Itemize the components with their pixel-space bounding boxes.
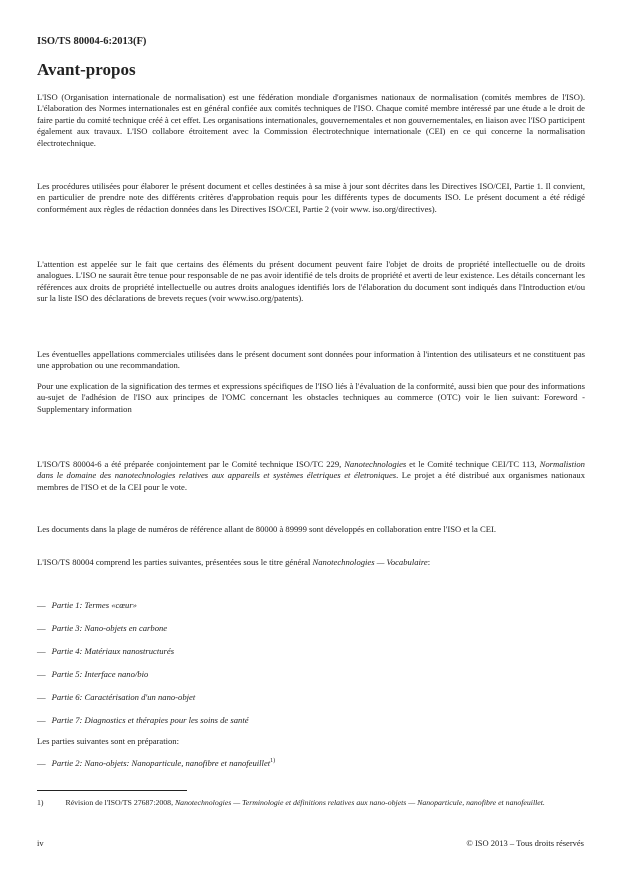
list-item-text: Partie 7: Diagnostics et thérapies pour les soins de santé [51,715,249,725]
dash: — [37,646,46,656]
paragraph-prepared-by [37,459,585,493]
dash: — [37,715,46,725]
list-item-text: Partie 4: Matériaux nanostructurés [51,646,175,656]
paragraph-conformity: Pour une explication de la signification des termes et expressions spécifiques de l'ISO liés à l'évaluation de la conformité, aussi bien que pour des informations au-sujet de l'adhésion de l'ISO aux principes de l'OMC concernant les obstacles techniques au commerce (OTC) voir le lien suivant: Foreword - Supplementary information [37,381,585,414]
list-item-text: Partie 5: Interface nano/bio [51,669,149,679]
list-item [37,669,148,679]
paragraph-trade-names: Les éventuelles appellations commerciales utilisées dans le présent document sont données pour information à l'intention des utilisateurs et ne constituent pas une approbation ou une recommandation. [37,349,585,371]
list-item-text: Partie 6: Caractérisation d'un nano-objet [51,692,196,702]
document-header: ISO/TS 80004-6:2013(F) [37,36,147,47]
paragraph-procedures: Les procédures utilisées pour élaborer le présent document et celles destinées à sa mise à jour sont décrites dans les Directives ISO/CEI, Partie 1. Il convient, en particulier de prendre note des différents critères d'approbation requis pour les différents types de documents ISO. Le présent document a été rédigé conformément aux règles de rédaction données dans les Directives ISO/CEI, Partie 2 (voir www. iso.org/directives). [37,181,585,214]
list-item-text: Partie 2: Nano-objets: Nanoparticule, nanofibre et nanofeuillet [51,758,271,768]
text: : [427,557,431,567]
page-number: iv [37,838,44,848]
list-item [37,715,249,725]
list-item-text: Partie 1: Termes «cœur» [51,600,137,610]
list-item [37,646,174,656]
paragraph-reference-range: Les documents dans la plage de numéros de référence allant de 80000 à 89999 sont développés en collaboration entre l'ISO et la CEI. [37,524,497,534]
footnote [37,798,585,809]
copyright: © ISO 2013 – Tous droits réservés [466,838,584,848]
paragraph-patents: L'attention est appelée sur le fait que certains des éléments du présent document peuvent faire l'objet de droits de propriété intellectuelle ou de droits analogues. L'ISO ne saurait être tenue pour responsable de ne pas avoir identifié de tels droits de propriété et averti de leur existence. Les détails concernant les références aux droits de propriété intellectuelle ou autres droits analogues identifiés lors de l'élaboration du document sont indiqués dans l'Introduction et/ou sur la liste ISO des déclarations de brevets reçues (voir www.iso.org/patents). [37,259,585,304]
footnote-reference[interactable]: 1) [270,758,276,765]
text: Nanotechnologies — Vocabulaire [312,557,428,567]
text: et le Comité technique CEI/TC 113, [406,459,540,469]
page-title: Avant-propos [37,60,136,79]
text: L'ISO/TS 80004 comprend les parties suivantes, présentées sous le titre général [37,557,313,567]
list-item [37,600,137,610]
list-item [37,758,275,768]
text: . Le projet a été distribué aux organismes nationaux membres de l'ISO et de la CEI pour le vote. [37,470,585,492]
text: Normalistion dans le domaine des nanotechnologies relatives aux appareils et systèmes életriques et életroniques [37,459,585,481]
dash: — [37,669,46,679]
paragraph-iso-intro: L'ISO (Organisation internationale de normalisation) est une fédération mondiale d'organismes nationaux de normalisation (comités membres de l'ISO). L'élaboration des Normes internationales est en général confiée aux comités techniques de l'ISO. Chaque comité membre intéressé par une étude a le droit de faire partie du comité technique créé à cet effet. Les organisations internationales, gouvernementales et non gouvernementales, en liaison avec l'ISO participent également aux travaux. L'ISO collabore étroitement avec la Commission électrotechnique internationale (CEI) en ce qui concerne la normalisation électrotechnique. [37,92,585,148]
text: Nanotechnologies — Terminologie et définitions relatives aux nano-objets — Nanoparticule, nanofibre et nanofeuillet. [174,798,545,807]
dash: — [37,600,46,610]
text: Révision de l'ISO/TS 27687:2008, [65,798,175,807]
text: L'ISO/TS 80004-6 a été préparée conjointement par le Comité technique ISO/TC 229, [37,459,345,469]
footnote-divider [37,790,187,791]
list-item [37,623,167,633]
footnote-number: 1) [37,798,44,807]
dash: — [37,623,46,633]
paragraph-parts-intro [37,557,585,568]
text: Nanotechnologies [344,459,407,469]
preparation-label: Les parties suivantes sont en préparation: [37,736,179,746]
list-item-text: Partie 3: Nano-objets en carbone [51,623,168,633]
list-item [37,692,195,702]
dash: — [37,692,46,702]
dash: — [37,758,46,768]
